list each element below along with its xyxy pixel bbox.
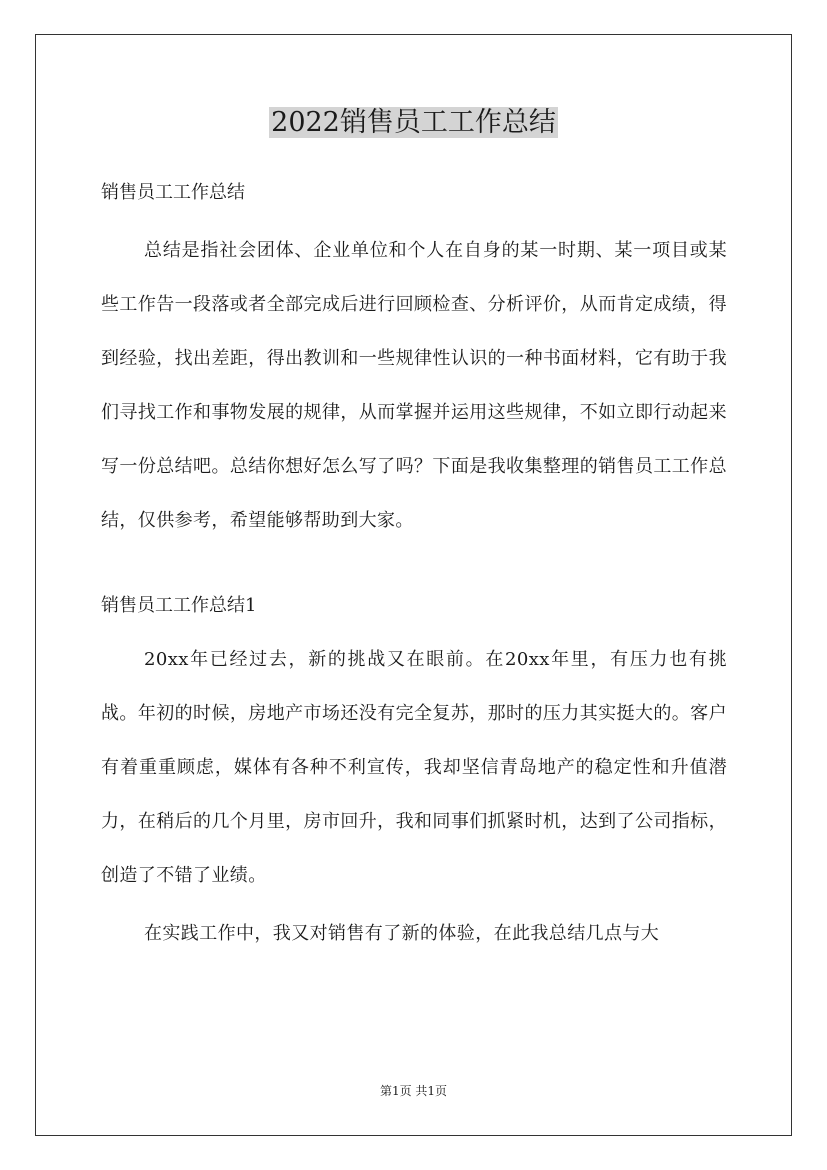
- page-footer: [0, 1083, 827, 1099]
- document-body: [101, 174, 727, 961]
- section1-paragraph-2: 在实践工作中，我又对销售有了新的体验，在此我总结几点与大: [144, 923, 660, 944]
- document-title-text: 2022销售员工工作总结: [271, 107, 556, 138]
- section-heading-1: 销售员工工作总结1: [101, 595, 257, 616]
- page-indicator: 第1页 共1页: [379, 1084, 448, 1098]
- intro-paragraph: 总结是指社会团体、企业单位和个人在自身的某一时期、某一项目或某些工作告一段落或者全部完成后进行回顾检查、分析评价，从而肯定成绩，得到经验，找出差距，得出教训和一些规律性认识的一种书面材料，它有助于我们寻找工作和事物发展的规律，从而掌握并运用这些规律，不如立即行动起来写一份总结吧。总结你想好怎么写了吗？下面是我收集整理的销售员工工作总结，仅供参考，希望能够帮助到大家。: [101, 240, 727, 531]
- section1-paragraph-1: 20xx年已经过去，新的挑战又在眼前。在20xx年里，有压力也有挑战。年初的时候，房地产市场还没有完全复苏，那时的压力其实挺大的。客户有着重重顾虑，媒体有各种不利宣传，我却坚信青岛地产的稳定性和升值潜力，在稍后的几个月里，房市回升，我和同事们抓紧时机，达到了公司指标，创造了不错了业绩。: [101, 649, 727, 886]
- document-subtitle: 销售员工工作总结: [101, 182, 245, 203]
- document-title: [0, 104, 827, 142]
